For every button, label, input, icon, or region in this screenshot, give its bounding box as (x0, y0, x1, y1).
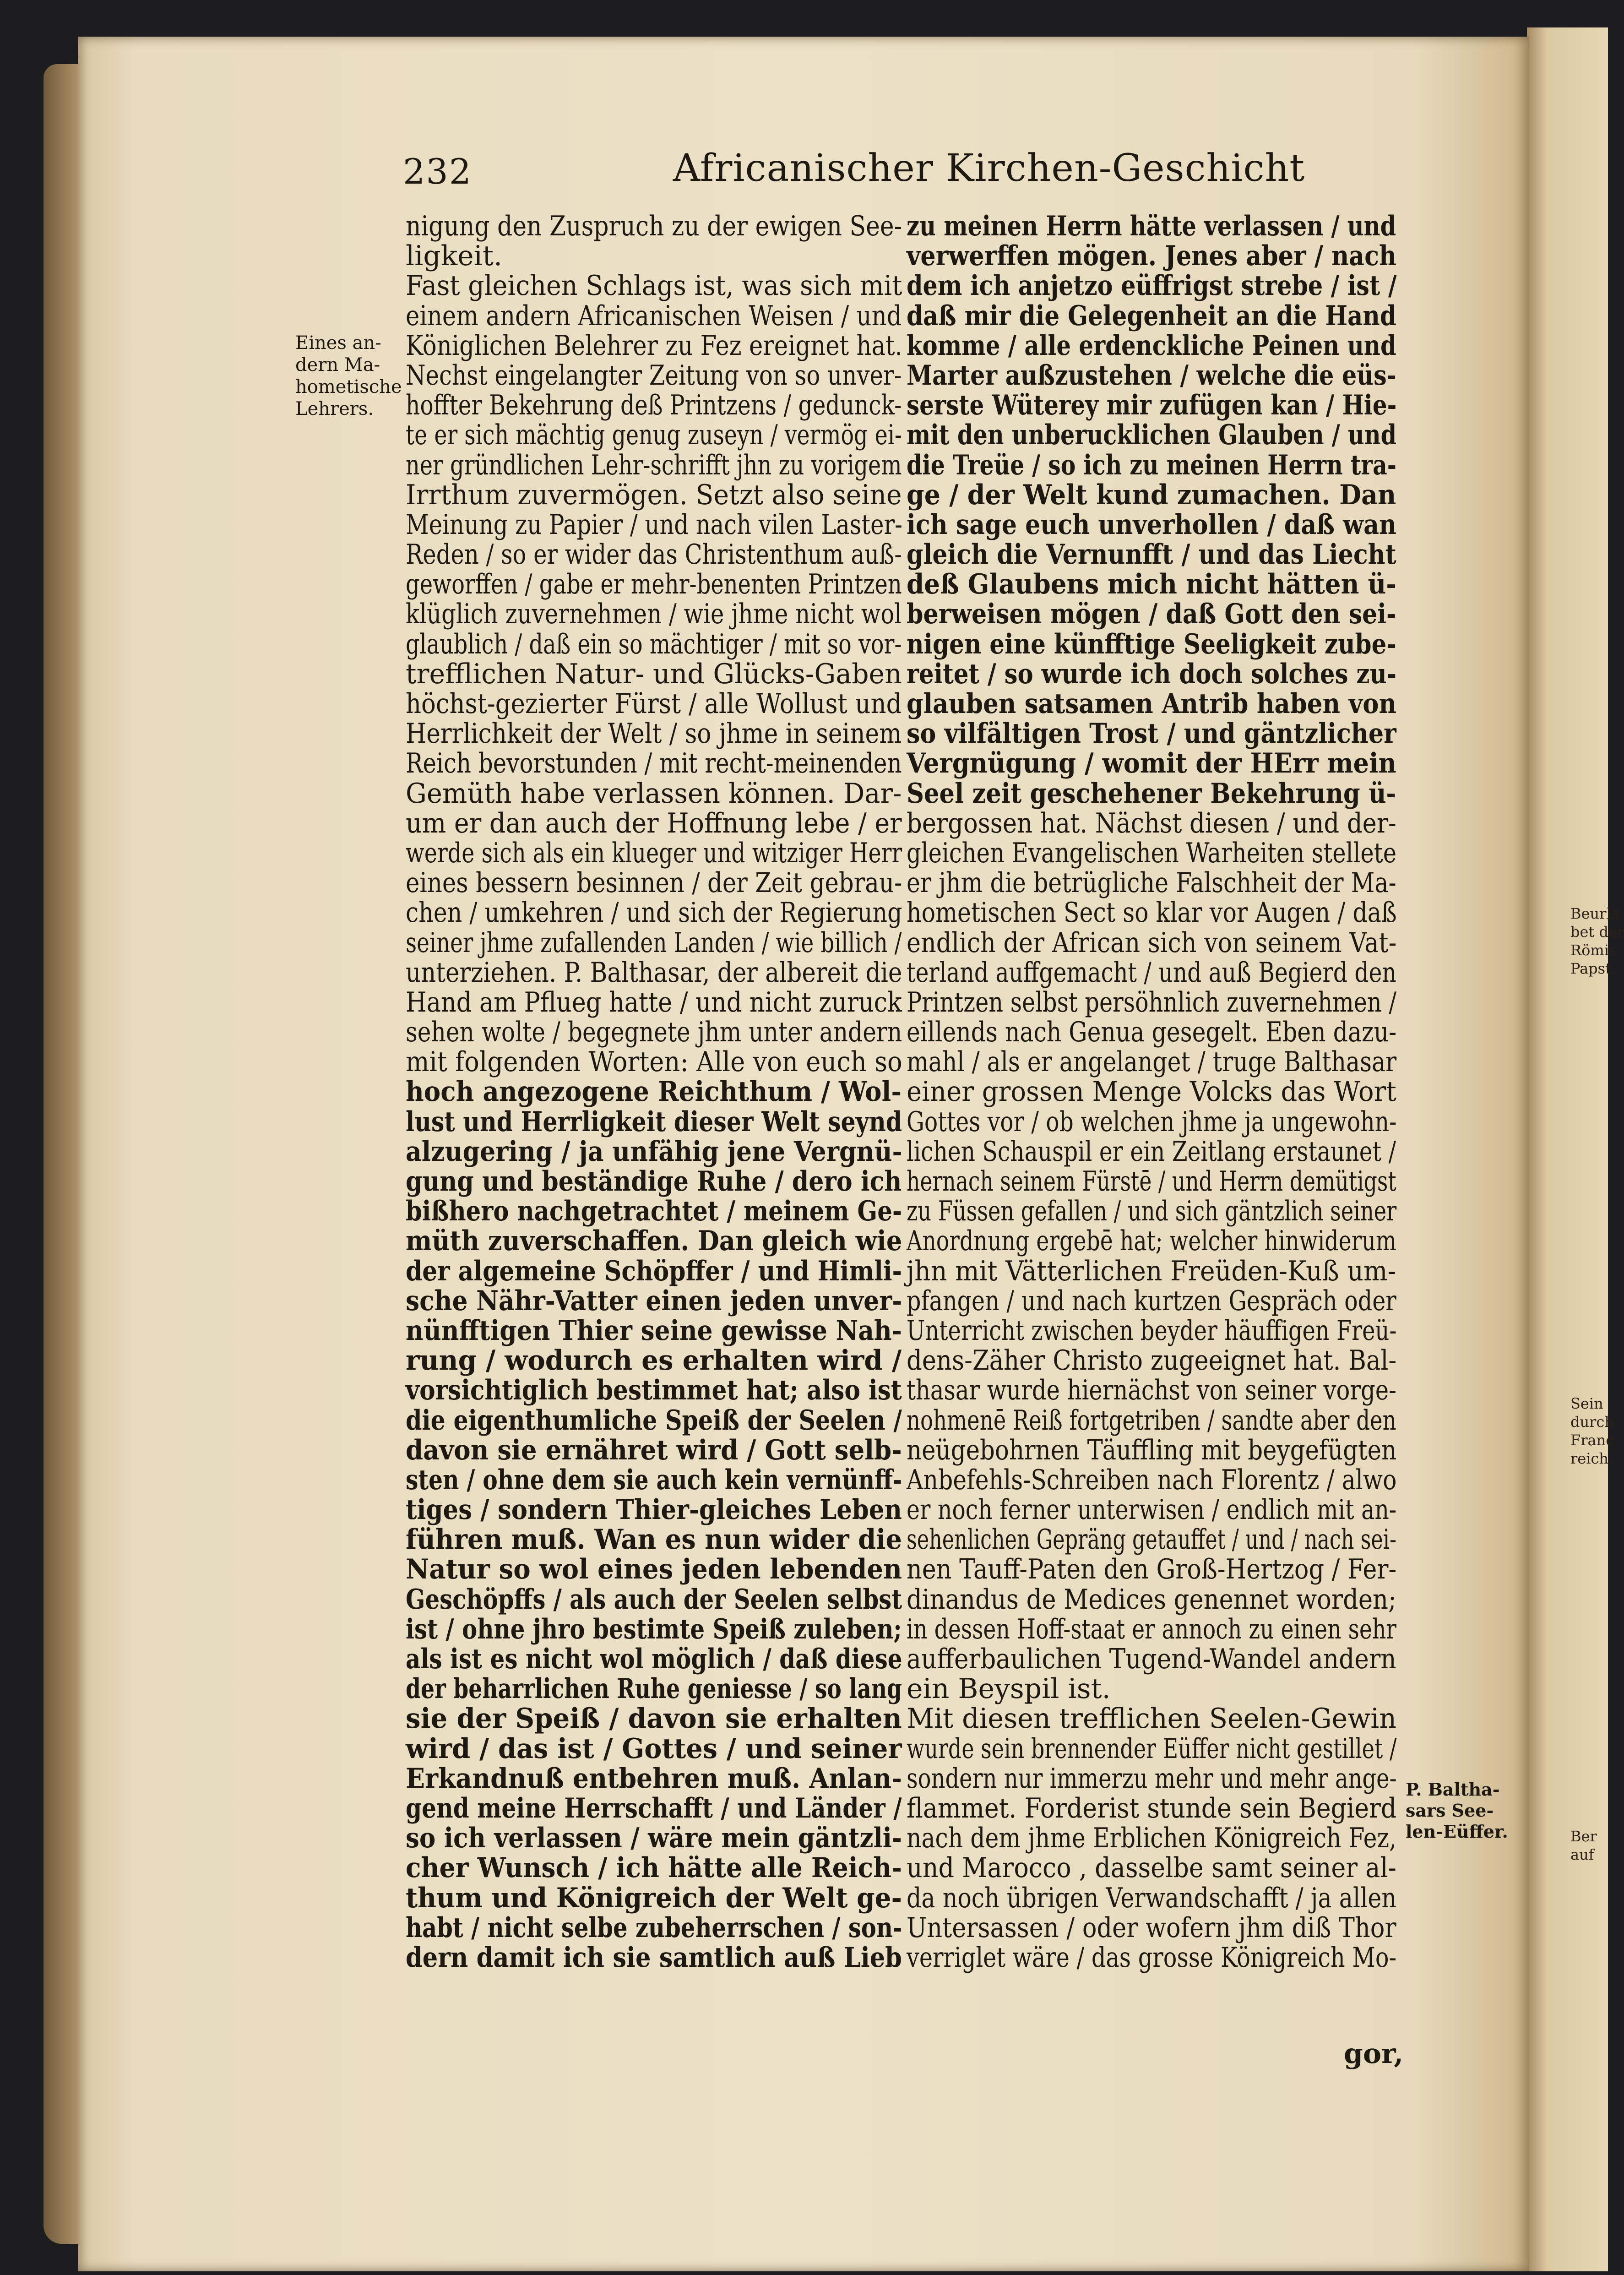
text-line: Erkandnuß entbehren muß. Anlan- (406, 1762, 902, 1795)
text-line: Anordnung ergebē hat; welcher hinwiderum (907, 1225, 1396, 1257)
text-line: glaublich / daß ein so mächtiger / mit so vor- (406, 628, 902, 660)
text-line: zu Füssen gefallen / und sich gäntzlich seiner (907, 1195, 1397, 1228)
text-line: Seel zeit geschehener Bekehrung ü- (907, 777, 1396, 810)
text-line: ist / ohne jhro bestimte Speiß zuleben; (406, 1613, 902, 1645)
text-line: rung / wodurch es erhalten wird / (406, 1344, 902, 1377)
text-line: hoch angezogene Reichthum / Wol- (406, 1076, 902, 1108)
facing-note-line: Sein (1570, 1395, 1603, 1412)
text-line: bergossen hat. Nächst diesen / und der- (907, 807, 1396, 839)
text-line: vorsichtiglich bestimmet hat; also ist (406, 1374, 902, 1407)
text-line: führen muß. Wan es nun wider die (406, 1524, 902, 1556)
facing-note-line: Franc (1570, 1431, 1614, 1449)
text-line: verwerffen mögen. Jenes aber / nach (907, 240, 1396, 272)
text-line: werde sich als ein klueger und witziger Herr (406, 837, 902, 869)
text-line: davon sie ernähret wird / Gott selb- (406, 1434, 902, 1466)
text-line: tiges / sondern Thier-gleiches Leben (406, 1494, 902, 1526)
text-line: Printzen selbst persöhnlich zuvernehmen / (907, 986, 1396, 1018)
facing-note-line: Ber (1570, 1828, 1597, 1845)
text-line: ich sage euch unverhollen / daß wan (907, 508, 1396, 541)
text-line: um er dan auch der Hoffnung lebe / er (406, 807, 902, 839)
text-line: cher Wunsch / ich hätte alle Reich- (406, 1852, 902, 1884)
text-line: hometischen Sect so klar vor Augen / daß (907, 897, 1397, 929)
text-line: bißhero nachgetrachtet / meinem Ge- (406, 1195, 902, 1228)
text-line: deß Glaubens mich nicht hätten ü- (907, 568, 1396, 601)
text-line: dem ich anjetzo eüffrigst strebe / ist / (907, 270, 1397, 302)
text-line: Fast gleichen Schlags ist, was sich mit (406, 270, 902, 302)
text-line: Anbefehls-Schreiben nach Florentz / alwo (907, 1464, 1397, 1496)
margin-note-line: dern Ma- (295, 354, 380, 376)
text-line: da noch übrigen Verwandschafft / ja allen (907, 1882, 1396, 1914)
facing-note-line: Römis (1570, 942, 1617, 959)
text-line: Marter außzustehen / welche die eüs- (907, 359, 1396, 392)
text-line: Gottes vor / ob welchen jhme ja ungewohn- (907, 1105, 1397, 1138)
text-line: thum und Königreich der Welt ge- (406, 1882, 902, 1914)
text-line: sondern nur immerzu mehr und mehr ange- (907, 1762, 1397, 1795)
text-line: Untersassen / oder wofern jhm diß Thor (907, 1911, 1396, 1944)
text-line: Reich bevorstunden / mit recht-meinenden (406, 747, 902, 780)
facing-page-note (1570, 904, 1624, 978)
text-line: dinandus de Medices genennet worden; (907, 1583, 1396, 1616)
text-line: seiner jhme zufallenden Landen / wie billich / (406, 926, 902, 959)
text-line: aufferbaulichen Tugend-Wandel andern (907, 1643, 1396, 1675)
text-line: daß mir die Gelegenheit an die Hand (907, 299, 1396, 332)
text-line: gleichen Evangelischen Warheiten stellete (907, 837, 1397, 869)
text-line: Unterricht zwischen beyder häuffigen Freü- (907, 1314, 1397, 1347)
text-line: so vilfältigen Trost / und gäntzlicher (907, 718, 1396, 750)
margin-note-line: Eines an- (295, 332, 381, 354)
text-line: Meinung zu Papier / und nach vilen Laster- (406, 508, 902, 541)
facing-note-line: reich. (1570, 1450, 1613, 1467)
text-line: habt / nicht selbe zubeherrschen / son- (406, 1911, 902, 1944)
text-column-right (907, 212, 1396, 1973)
text-line: der beharrlichen Ruhe geniesse / so lang (406, 1673, 902, 1705)
text-line: hernach seinem Fürstē / und Herrn demütigst (907, 1165, 1396, 1197)
text-line: Reden / so er wider das Christenthum auß- (406, 539, 902, 571)
text-line: die eigenthumliche Speiß der Seelen / (406, 1404, 902, 1437)
text-line: dens-Zäher Christo zugeeignet hat. Bal- (907, 1344, 1397, 1377)
text-line: trefflichen Natur- und Glücks-Gaben (406, 658, 902, 690)
text-line: berweisen mögen / daß Gott den sei- (907, 598, 1396, 631)
text-line: flammet. Forderist stunde sein Begierd (907, 1792, 1397, 1824)
text-line: nach dem jhme Erblichen Königreich Fez, (907, 1822, 1397, 1855)
text-line: nen Tauff-Paten den Groß-Hertzog / Fer- (907, 1553, 1397, 1586)
facing-note-line: Beurla (1570, 905, 1620, 922)
text-line: ge / der Welt kund zumachen. Dan (907, 479, 1396, 511)
text-line: eillends nach Genua gesegelt. Eben dazu- (907, 1016, 1397, 1049)
text-line: mit folgenden Worten: Alle von euch so (406, 1046, 902, 1078)
text-line: mit den unberucklichen Glauben / und (907, 419, 1397, 452)
text-line: alzugering / ja unfähig jene Vergnü- (406, 1135, 902, 1168)
text-line: lust und Herrligkeit dieser Welt seynd (406, 1105, 902, 1138)
facing-note-line: bet der (1570, 923, 1624, 941)
text-line: klüglich zuvernehmen / wie jhme nicht wol (406, 598, 902, 631)
margin-note-line: len-Eüffer. (1406, 1821, 1508, 1842)
margin-note-line: sars See- (1406, 1800, 1494, 1821)
text-line: mahl / als er angelanget / truge Balthasar (907, 1046, 1397, 1078)
text-line: Nechst eingelangter Zeitung von so unver- (406, 359, 902, 392)
text-line: müth zuverschaffen. Dan gleich wie (406, 1225, 902, 1257)
text-line: neügebohrnen Täuffling mit beygefügten (907, 1434, 1397, 1466)
text-line: Herrlichkeit der Welt / so jhme in seinem (406, 718, 902, 750)
text-line: verriglet wäre / das grosse Königreich Mo- (907, 1941, 1397, 1974)
text-line: dern damit ich sie samtlich auß Lieb (406, 1941, 902, 1974)
text-line: einem andern Africanischen Weisen / und (406, 299, 902, 332)
text-line: sche Nähr-Vatter einen jeden unver- (406, 1284, 902, 1317)
text-line: pfangen / und nach kurtzen Gespräch oder (907, 1284, 1396, 1317)
page-number: 232 (403, 151, 473, 192)
text-line: die Treüe / so ich zu meinen Herrn tra- (907, 449, 1397, 481)
text-line: eines bessern besinnen / der Zeit gebrau- (406, 867, 902, 899)
text-line: jhn mit Vätterlichen Freüden-Kuß um- (907, 1255, 1396, 1287)
margin-note-left (295, 332, 402, 420)
catchword: gor, (1344, 2038, 1404, 2070)
facing-page-note (1570, 1827, 1597, 1864)
text-line: sehen wolte / begegnete jhm unter andern (406, 1016, 902, 1049)
margin-note-line: Lehrers. (295, 398, 374, 419)
facing-page-note (1570, 1394, 1614, 1468)
text-line: gend meine Herrschafft / und Länder / (406, 1792, 902, 1824)
text-line: so ich verlassen / wäre mein gäntzli- (406, 1822, 902, 1855)
text-line: ner gründlichen Lehr-schrifft jhn zu vorigem (406, 449, 902, 481)
text-line: glauben satsamen Antrib haben von (907, 688, 1397, 720)
facing-note-line: Papst. (1570, 960, 1616, 977)
text-line: in dessen Hoff-staat er annoch zu einen sehr (907, 1613, 1396, 1645)
text-line: thasar wurde hiernächst von seiner vorge- (907, 1374, 1396, 1407)
text-column-left (406, 212, 902, 1973)
text-line: lichen Schauspil er ein Zeitlang erstaunet / (907, 1135, 1396, 1168)
facing-note-line: durch (1570, 1413, 1614, 1431)
text-line: komme / alle erdenckliche Peinen und (907, 329, 1396, 362)
text-line: nigung den Zuspruch zu der ewigen See- (406, 210, 902, 242)
text-line: einer grossen Menge Volcks das Wort (907, 1076, 1396, 1108)
text-line: endlich der African sich von seinem Vat- (907, 926, 1397, 959)
text-line: er jhm die betrügliche Falschheit der Ma- (907, 867, 1396, 899)
text-line: sten / ohne dem sie auch kein vernünff- (406, 1464, 902, 1496)
text-line: als ist es nicht wol möglich / daß diese (406, 1643, 902, 1675)
text-line: gung und beständige Ruhe / dero ich (406, 1165, 902, 1197)
text-line: Königlichen Belehrer zu Fez ereignet hat. (406, 329, 902, 362)
margin-note-line: hometische (295, 376, 402, 397)
margin-note-line: P. Baltha- (1406, 1779, 1500, 1800)
text-line: unterziehen. P. Balthasar, der albereit die (406, 956, 902, 989)
text-line: reitet / so wurde ich doch solches zu- (907, 658, 1397, 690)
text-line: sie der Speiß / davon sie erhalten (406, 1703, 902, 1735)
text-line: Mit diesen trefflichen Seelen-Gewin (907, 1703, 1396, 1735)
running-title: Africanischer Kirchen-Geschicht (673, 147, 1305, 190)
text-line: Vergnügung / womit der HErr mein (907, 747, 1396, 780)
text-line: wurde sein brennender Eüffer nicht gestillet / (907, 1732, 1397, 1765)
text-line: er noch ferner unterwisen / endlich mit an- (907, 1494, 1397, 1526)
text-line: Irrthum zuvermögen. Setzt also seine (406, 479, 902, 511)
facing-page-edge (1527, 27, 1608, 2271)
text-line: wird / das ist / Gottes / und seiner (406, 1732, 902, 1765)
text-line: nünfftigen Thier seine gewisse Nah- (406, 1314, 902, 1347)
text-line: höchst-gezierter Fürst / alle Wollust und (406, 688, 902, 720)
margin-note-right (1406, 1779, 1508, 1842)
text-line: hoffter Bekehrung deß Printzens / gedunck- (406, 389, 902, 422)
text-line: te er sich mächtig genug zuseyn / vermög ei- (406, 419, 902, 452)
text-line: serste Wüterey mir zufügen kan / Hie- (907, 389, 1397, 422)
text-line: zu meinen Herrn hätte verlassen / und (907, 210, 1396, 242)
text-line: Gemüth habe verlassen können. Dar- (406, 777, 902, 810)
text-line: nohmenē Reiß fortgetriben / sandte aber den (907, 1404, 1396, 1437)
text-line: und Marocco , dasselbe samt seiner al- (907, 1852, 1396, 1884)
text-line: sehenlichen Gepräng getauffet / und / nach sei- (907, 1524, 1396, 1556)
text-line: chen / umkehren / und sich der Regierung (406, 897, 902, 929)
text-line: der algemeine Schöpffer / und Himli- (406, 1255, 902, 1287)
text-line: ein Beyspil ist. (907, 1673, 1111, 1705)
text-line: gleich die Vernunfft / und das Liecht (907, 539, 1396, 571)
text-line: Hand am Pflueg hatte / und nicht zuruck (406, 986, 902, 1018)
text-line: ligkeit. (406, 240, 503, 272)
text-line: Natur so wol eines jeden lebenden (406, 1553, 902, 1586)
facing-note-line: auf (1570, 1846, 1594, 1863)
text-line: Geschöpffs / als auch der Seelen selbst (406, 1583, 902, 1616)
text-line: geworffen / gabe er mehr-benenten Printzen (406, 568, 902, 601)
text-line: nigen eine künfftige Seeligkeit zube- (907, 628, 1396, 660)
text-line: terland auffgemacht / und auß Begierd den (907, 956, 1396, 989)
